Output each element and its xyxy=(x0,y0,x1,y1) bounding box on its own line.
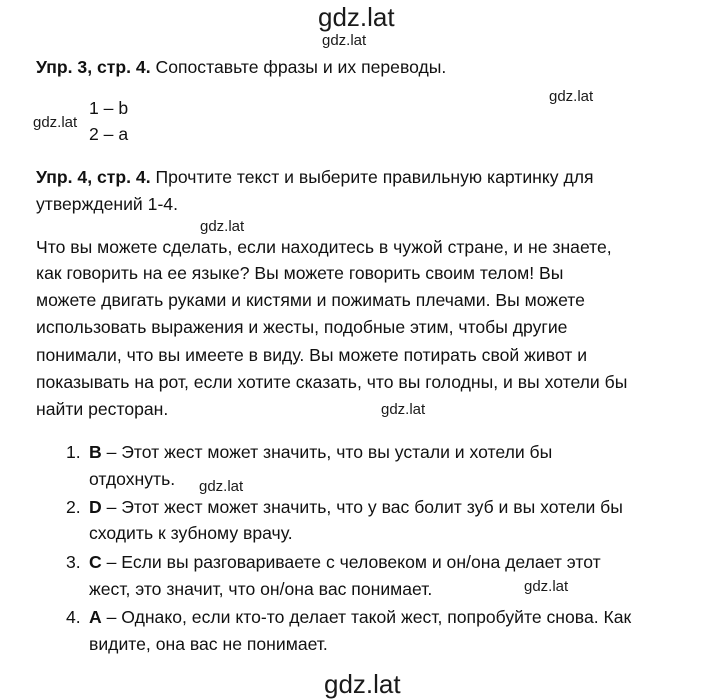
list-item-continuation: сходить к зубному врачу. xyxy=(89,523,293,543)
ex3-heading xyxy=(36,55,446,79)
list-item-continuation: отдохнуть. xyxy=(89,469,176,489)
list-item xyxy=(89,605,631,629)
paragraph-line: Что вы можете сделать, если находитесь в чужой стране, и не знаете, xyxy=(36,237,612,257)
watermark-list-1: gdz.lat xyxy=(199,478,244,495)
list-item xyxy=(89,495,623,519)
paragraph-line: показывать на рот, если хотите сказать, что вы голодны, и вы хотели бы xyxy=(36,372,628,392)
list-item-number: 4. xyxy=(66,607,81,627)
paragraph-line: как говорить на ее языке? Вы можете говорить своим телом! Вы xyxy=(36,263,564,283)
paragraph-line: использовать выражения и жесты, подобные этим, чтобы другие xyxy=(36,317,568,337)
list-item-continuation: видите, она вас не понимает. xyxy=(89,634,328,654)
paragraph-line: можете двигать руками и кистями и пожимать плечами. Вы можете xyxy=(36,290,585,310)
ex4-heading xyxy=(36,165,594,189)
ex4-heading-bold: Упр. 4, стр. 4. xyxy=(36,167,151,187)
list-item xyxy=(89,550,601,574)
list-item-letter: A xyxy=(89,607,102,627)
ex3-answer-1: 1 – b xyxy=(89,98,129,118)
watermark-right: gdz.lat xyxy=(549,88,594,105)
watermark-left: gdz.lat xyxy=(33,114,78,131)
ex4-heading-text: Прочтите текст и выберите правильную картинку для xyxy=(150,167,594,187)
watermark-bottom-large: gdz.lat xyxy=(324,669,401,699)
list-item-letter: D xyxy=(89,497,102,517)
list-item-text: – Этот жест может значить, что вы устали и хотели бы xyxy=(101,442,553,462)
paragraph-line: найти ресторан. xyxy=(36,399,169,419)
watermark-top-large: gdz.lat xyxy=(318,2,395,32)
list-item-text: – Этот жест может значить, что у вас болит зуб и вы хотели бы xyxy=(101,497,623,517)
paragraph-line: понимали, что вы имеете в виду. Вы можете потирать свой живот и xyxy=(36,345,588,365)
ex3-heading-bold: Упр. 3, стр. 4. xyxy=(36,57,151,77)
watermark-middle-2: gdz.lat xyxy=(381,401,426,418)
ex3-answer-2: 2 – a xyxy=(89,124,129,144)
list-item-letter: C xyxy=(89,552,102,572)
list-item-continuation: жест, это значит, что он/она вас понимает. xyxy=(89,579,433,599)
watermark-middle: gdz.lat xyxy=(200,218,245,235)
ex4-heading-line2: утверждений 1-4. xyxy=(36,194,178,214)
list-item-letter: B xyxy=(89,442,102,462)
list-item-text: – Однако, если кто-то делает такой жест, попробуйте снова. Как xyxy=(101,607,632,627)
watermark-top-small: gdz.lat xyxy=(322,32,367,49)
list-item-number: 2. xyxy=(66,497,81,517)
list-item xyxy=(89,440,552,464)
list-item-number: 3. xyxy=(66,552,81,572)
watermark-list-2: gdz.lat xyxy=(524,578,569,595)
list-item-number: 1. xyxy=(66,442,81,462)
ex3-heading-text: Сопоставьте фразы и их переводы. xyxy=(150,57,447,77)
list-item-text: – Если вы разговариваете с человеком и он/она делает этот xyxy=(101,552,601,572)
